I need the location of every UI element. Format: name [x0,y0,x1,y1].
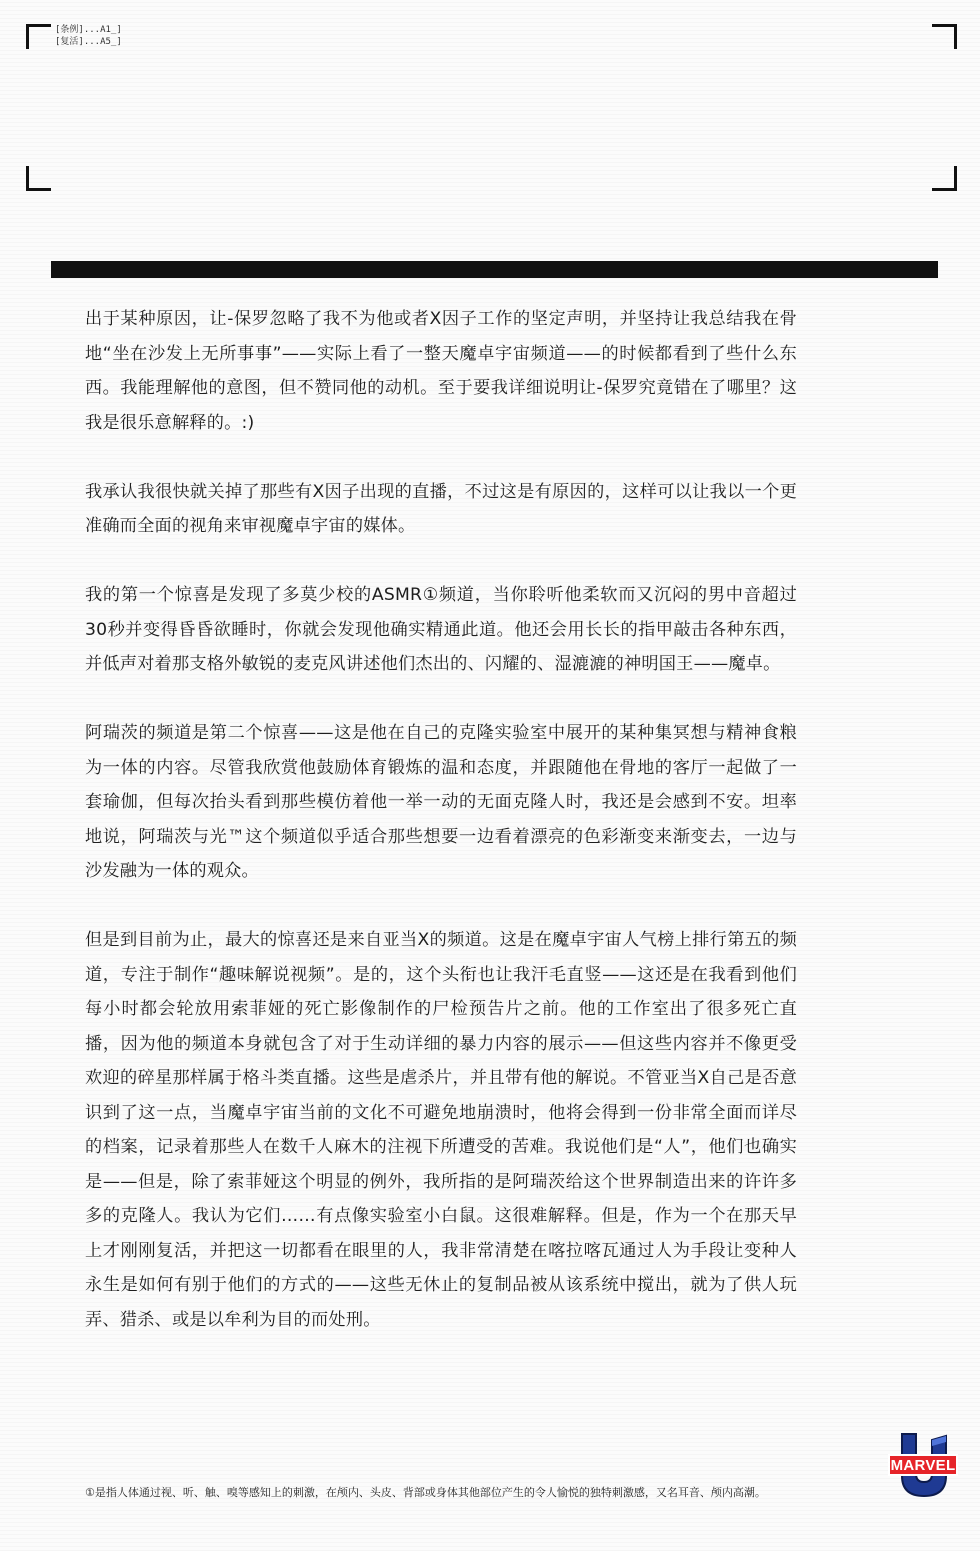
paragraph-3: 我的第一个惊喜是发现了多莫少校的ASMR①频道，当你聆听他柔软而又沉闷的男中音超过30秒并变得昏昏欲睡时，你就会发现他确实精通此道。他还会用长长的指甲敲击各种东西，并低声对着那支格外敏锐的麦克风讲述他们杰出的、闪耀的、湿漉漉的神明国王——魔卓。 [85,585,797,674]
file-tag-2: [复活]...A5_] [55,37,122,47]
corner-mark-top-right [932,24,957,49]
corner-mark-bottom-right [932,166,957,191]
marvel-unlimited-logo [886,1428,960,1502]
corner-mark-top-left [26,24,51,49]
file-tags [55,24,122,48]
paragraph-4: 阿瑞茨的频道是第二个惊喜——这是他在自己的克隆实验室中展开的某种集冥想与精神食粮为一体的内容。尽管我欣赏他鼓励体育锻炼的温和态度，并跟随他在骨地的客厅一起做了一套瑜伽，但每次抬头看到那些模仿着他一举一动的无面克隆人时，我还是会感到不安。坦率地说，阿瑞茨与光™这个频道似乎适合那些想要一边看着漂亮的色彩渐变来渐变去，一边与沙发融为一体的观众。 [85,723,797,881]
marvel-logo-text: MARVEL [890,1457,956,1474]
file-tag-1: [条例]...A1_] [55,25,122,35]
paragraph-1: 出于某种原因，让-保罗忽略了我不为他或者X因子工作的坚定声明，并坚持让我总结我在骨地“坐在沙发上无所事事”——实际上看了一整天魔卓宇宙频道——的时候都看到了些什么东西。我能理解他的意图，但不赞同他的动机。至于要我详细说明让-保罗究竟错在了哪里？这我是很乐意解释的。:) [85,309,797,433]
paragraph-5: 但是到目前为止，最大的惊喜还是来自亚当X的频道。这是在魔卓宇宙人气榜上排行第五的频道，专注于制作“趣味解说视频”。是的，这个头衔也让我汗毛直竖——这还是在我看到他们每小时都会轮放用索菲娅的死亡影像制作的尸检预告片之前。他的工作室出了很多死亡直播，因为他的频道本身就包含了对于生动详细的暴力内容的展示——但这些内容并不像更受欢迎的碎星那样属于格斗类直播。这些是虐杀片，并且带有他的解说。不管亚当X自己是否意识到了这一点，当魔卓宇宙当前的文化不可避免地崩溃时，他将会得到一份非常全面而详尽的档案，记录着那些人在数千人麻木的注视下所遭受的苦难。我说他们是“人”，他们也确实是——但是，除了索菲娅这个明显的例外，我所指的是阿瑞茨给这个世界制造出来的许许多多的克隆人。我认为它们……有点像实验室小白鼠。这很难解释。但是，作为一个在那天早上才刚刚复活，并把这一切都看在眼里的人，我非常清楚在喀拉喀瓦通过人为手段让变种人永生是如何有别于他们的方式的——这些无休止的复制品被从该系统中搅出，就为了供人玩弄、猎杀、或是以牟利为目的而处刑。 [85,930,797,1330]
article-body [85,302,797,1372]
corner-mark-bottom-left [26,166,51,191]
redaction-bar [51,261,938,278]
paragraph-2: 我承认我很快就关掉了那些有X因子出现的直播，不过这是有原因的，这样可以让我以一个更准确而全面的视角来审视魔卓宇宙的媒体。 [85,481,797,536]
footnote: ①是指人体通过视、听、触、嗅等感知上的刺激，在颅内、头皮、背部或身体其他部位产生的令人愉悦的独特刺激感，又名耳音、颅内高潮。 [85,1486,766,1499]
